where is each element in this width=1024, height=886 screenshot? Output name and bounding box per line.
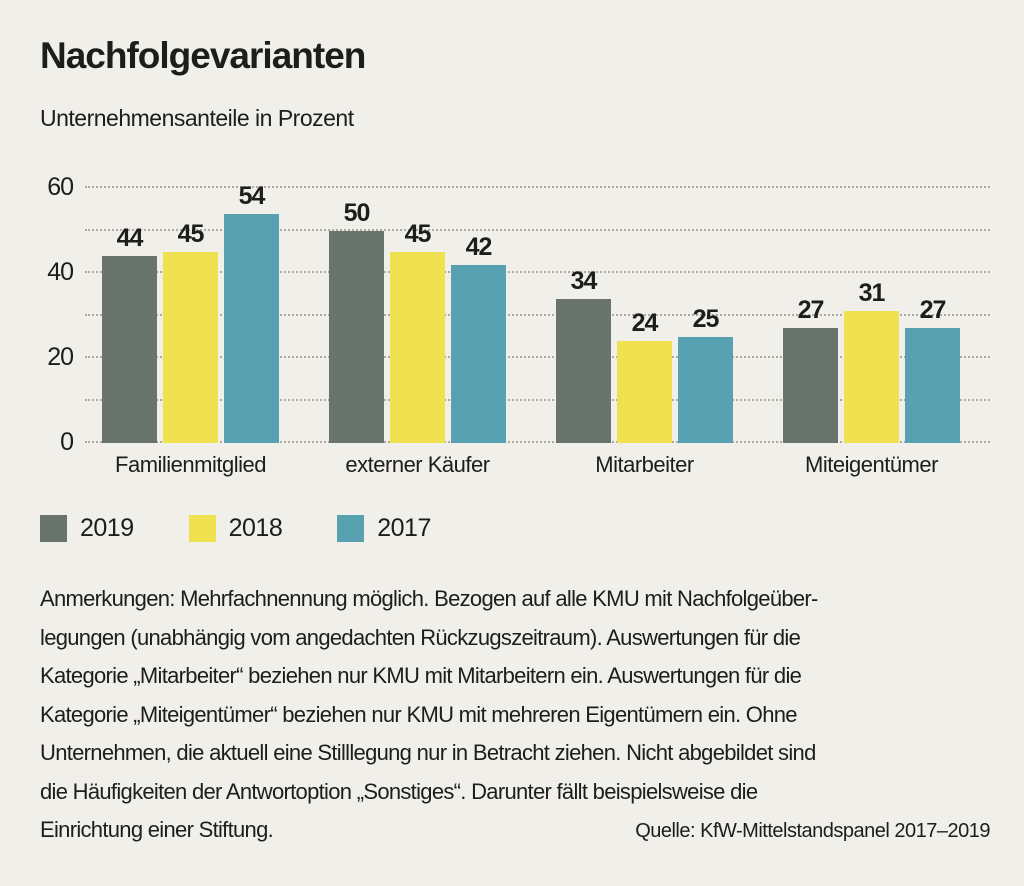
bar-value-label: 34: [570, 266, 597, 295]
chart-subtitle: Unternehmensanteile in Prozent: [40, 105, 354, 131]
bar-group-4: [783, 279, 960, 477]
bar-2018-Familienmitglied: [163, 219, 218, 443]
bar-2017-Miteigentümer: [905, 296, 960, 443]
source-credit: Quelle: KfW-Mittelstandspanel 2017–2019: [635, 820, 990, 842]
legend-item-2018: [189, 514, 283, 543]
bar-2017-Mitarbeiter: [678, 304, 733, 443]
bar-value-label: 50: [343, 198, 370, 227]
note-line: Anmerkungen: Mehrfachnennung möglich. Bezogen auf alle KMU mit Nachfolgeüber-: [40, 586, 818, 611]
note-line: die Häufigkeiten der Antwortoption „Sonstiges“. Darunter fällt beispielsweise die: [40, 778, 758, 804]
chart-legend: [40, 514, 990, 543]
legend-item-2017: [337, 514, 431, 543]
category-label: Miteigentümer: [805, 452, 938, 477]
bar-2017-externer Käufer: [451, 232, 506, 444]
bar-value-label: 45: [404, 219, 431, 248]
legend-label: 2017: [377, 514, 431, 542]
note-line: Einrichtung einer Stiftung.: [40, 817, 274, 842]
bar-2019-externer Käufer: [329, 198, 384, 444]
plot-area: [47, 173, 990, 477]
note-line: Unternehmen, die aktuell eine Stilllegung nur in Betracht ziehen. Nicht abgebildet sind: [40, 740, 816, 765]
bar-group-3: [556, 266, 733, 477]
bar-value-label: 45: [177, 219, 204, 248]
bar-value-label: 42: [465, 232, 492, 261]
note-line: legungen (unabhängig vom angedachten Rückzugszeitraum). Auswertungen für die: [40, 624, 801, 650]
bar-value-label: 27: [919, 296, 946, 325]
bar-2017-Familienmitglied: [224, 181, 279, 444]
legend-swatch-2019: [40, 515, 67, 542]
bar-value-label: 44: [116, 224, 143, 252]
y-axis-tick-40: 40: [47, 258, 73, 286]
y-axis-tick-60: 60: [47, 173, 73, 201]
bar-group-2: [329, 198, 506, 477]
y-axis-tick-20: 20: [47, 343, 73, 371]
category-label: Familienmitglied: [115, 452, 266, 477]
bar-value-label: 54: [238, 181, 265, 210]
bar-2018-Miteigentümer: [844, 279, 899, 443]
notes-block: [40, 580, 990, 851]
bar-2019-Familienmitglied: [102, 224, 157, 443]
chart-title: Nachfolgevarianten: [40, 35, 366, 76]
bar-2019-Miteigentümer: [783, 296, 838, 443]
category-label: Mitarbeiter: [595, 452, 694, 477]
bar-value-label: 25: [692, 304, 719, 333]
note-line: Kategorie „Mitarbeiter“ beziehen nur KMU mit Mitarbeitern ein. Auswertungen für die: [40, 663, 802, 688]
legend-label: 2019: [80, 514, 134, 542]
category-label: externer Käufer: [345, 452, 490, 477]
bar-groups: [85, 181, 990, 477]
bar-chart: [40, 173, 990, 477]
note-line: Kategorie „Miteigentümer“ beziehen nur KMU mit mehreren Eigentümern ein. Ohne: [40, 701, 797, 727]
legend-item-2019: [40, 514, 134, 543]
legend-label: 2018: [228, 514, 283, 542]
bar-2019-Mitarbeiter: [556, 266, 611, 444]
bar-value-label: 27: [797, 296, 824, 325]
bar-value-label: 31: [858, 279, 885, 308]
bar-2018-Mitarbeiter: [617, 309, 672, 443]
notes-last-row: [40, 811, 990, 851]
y-axis-tick-0: 0: [60, 428, 73, 456]
bar-value-label: 24: [631, 309, 658, 337]
bar-group-1: [102, 181, 279, 477]
legend-swatch-2017: [337, 515, 364, 542]
legend-swatch-2018: [189, 515, 216, 542]
bar-2018-externer Käufer: [390, 219, 445, 443]
